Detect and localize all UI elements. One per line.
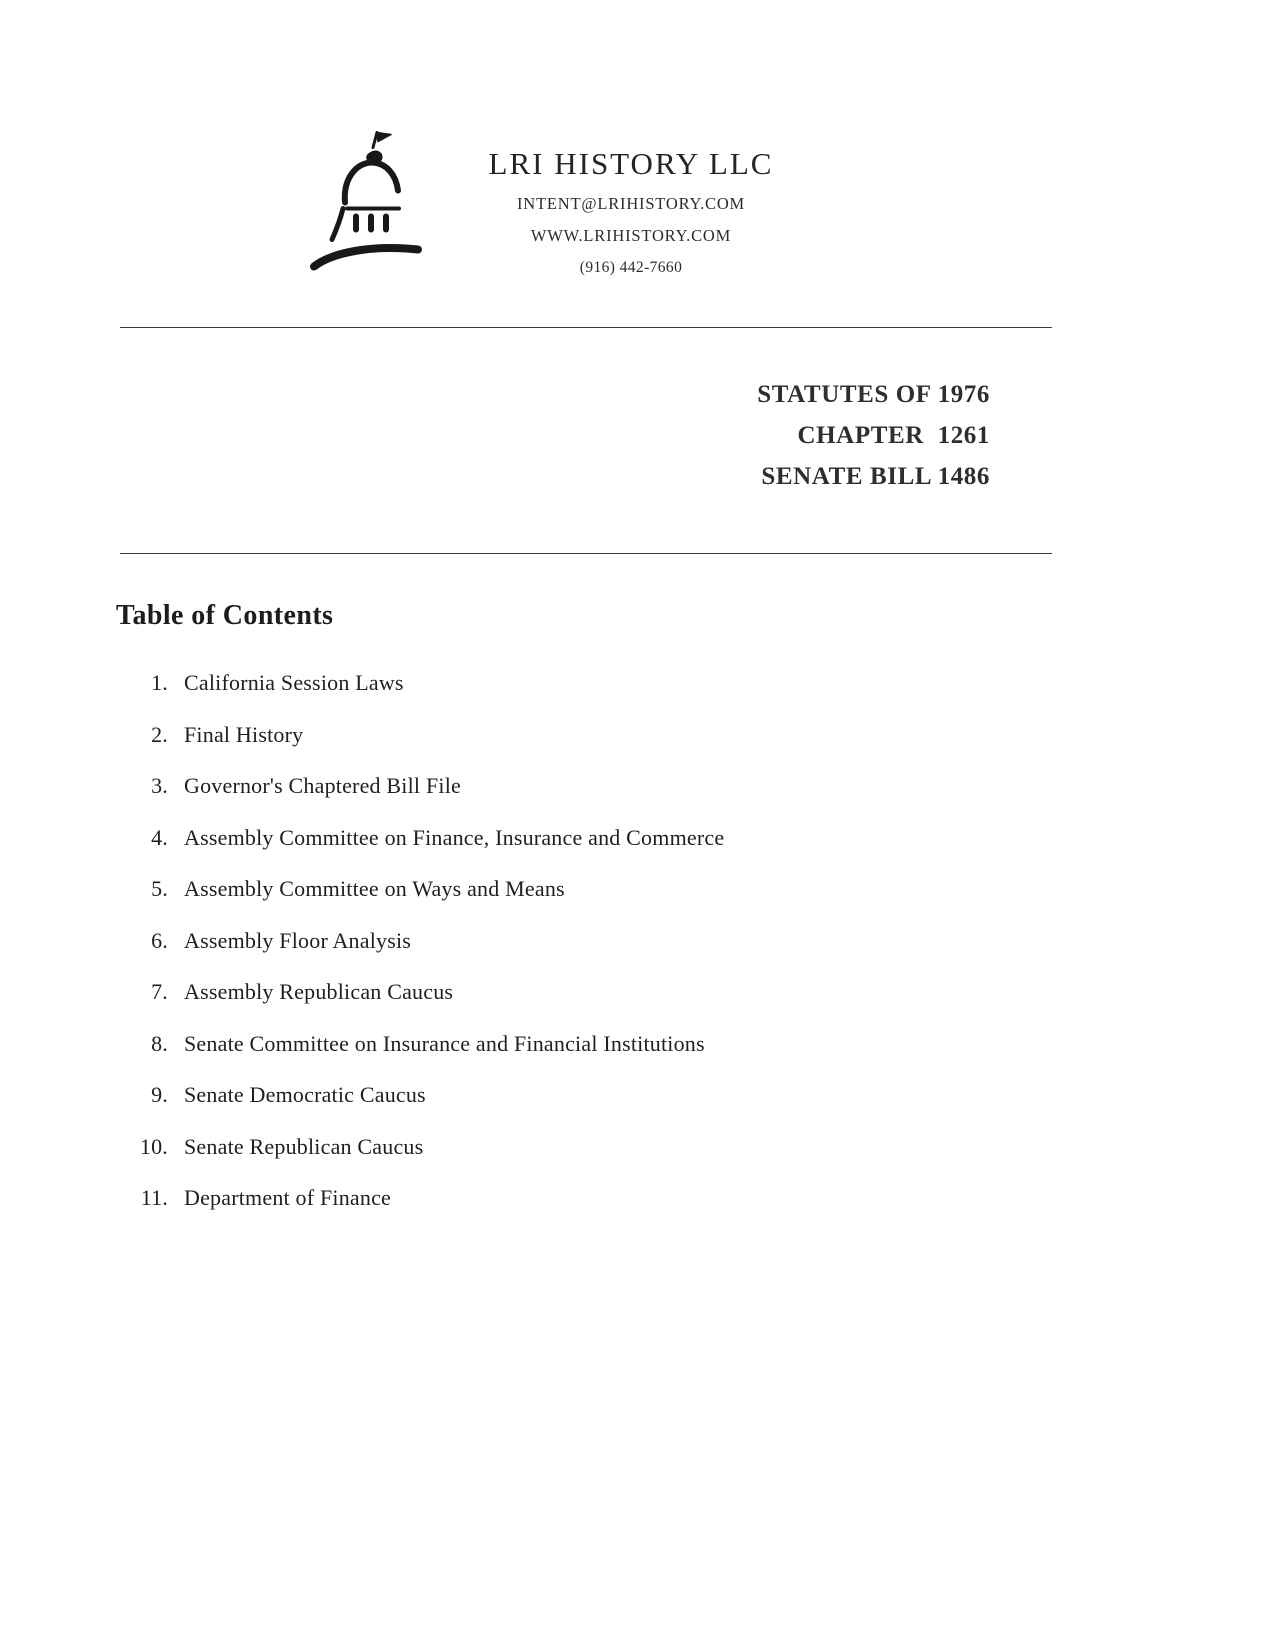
toc-item bbox=[116, 773, 1276, 799]
toc-item bbox=[116, 1134, 1276, 1160]
toc-item-number: 11. bbox=[140, 1185, 168, 1210]
toc-item-number: 8. bbox=[151, 1030, 168, 1056]
toc-item-label: California Session Laws bbox=[184, 670, 404, 695]
toc-item-label: Senate Committee on Insurance and Financial Institutions bbox=[184, 1030, 705, 1056]
table-of-contents bbox=[116, 600, 1276, 1211]
toc-item-number: 1. bbox=[151, 670, 168, 695]
toc-item-number: 4. bbox=[151, 824, 168, 850]
toc-item-label: Assembly Committee on Ways and Means bbox=[184, 876, 565, 901]
toc-heading: Table of Contents bbox=[116, 600, 334, 631]
phone-text: (916) 442-7660 bbox=[579, 258, 683, 276]
toc-item-label: Senate Democratic Caucus bbox=[184, 1082, 426, 1107]
senate-bill-line: SENATE BILL 1486 bbox=[761, 463, 990, 490]
toc-item bbox=[116, 1185, 1276, 1211]
toc-item bbox=[116, 722, 1276, 748]
letterhead bbox=[0, 0, 1276, 283]
letterhead-text bbox=[476, 146, 786, 277]
toc-item bbox=[116, 1031, 1276, 1057]
toc-item-number: 10. bbox=[139, 1133, 168, 1159]
website-text: WWW.LRIHISTORY.COM bbox=[530, 225, 732, 245]
toc-item-number: 6. bbox=[151, 927, 168, 953]
toc-item-number: 5. bbox=[151, 876, 168, 901]
toc-item-label: Governor's Chaptered Bill File bbox=[184, 773, 461, 798]
toc-item-label: Department of Finance bbox=[184, 1185, 392, 1210]
chapter-line: CHAPTER 1261 bbox=[797, 422, 990, 449]
divider-bottom bbox=[120, 553, 1052, 554]
toc-item bbox=[116, 928, 1276, 954]
toc-item-label: Assembly Committee on Finance, Insurance and Commerce bbox=[184, 824, 725, 850]
toc-list bbox=[116, 670, 1276, 1211]
toc-item bbox=[116, 979, 1276, 1005]
divider-top bbox=[120, 327, 1052, 328]
toc-item-number: 9. bbox=[151, 1082, 168, 1107]
statutes-line: STATUTES OF 1976 bbox=[757, 381, 990, 408]
toc-item-label: Assembly Republican Caucus bbox=[184, 979, 454, 1004]
email-text: INTENT@LRIHISTORY.COM bbox=[516, 193, 746, 213]
toc-item bbox=[116, 670, 1276, 696]
toc-item-label: Final History bbox=[184, 721, 304, 747]
toc-item-number: 3. bbox=[151, 773, 168, 798]
statute-reference bbox=[120, 374, 990, 497]
toc-item-label: Senate Republican Caucus bbox=[184, 1133, 424, 1159]
toc-item bbox=[116, 825, 1276, 851]
capitol-dome-logo-icon bbox=[298, 118, 448, 283]
toc-item bbox=[116, 876, 1276, 902]
company-name: LRI HISTORY LLC bbox=[488, 146, 774, 181]
toc-item-label: Assembly Floor Analysis bbox=[184, 927, 412, 953]
toc-item-number: 7. bbox=[151, 979, 168, 1004]
toc-item bbox=[116, 1082, 1276, 1108]
toc-item-number: 2. bbox=[151, 721, 168, 747]
